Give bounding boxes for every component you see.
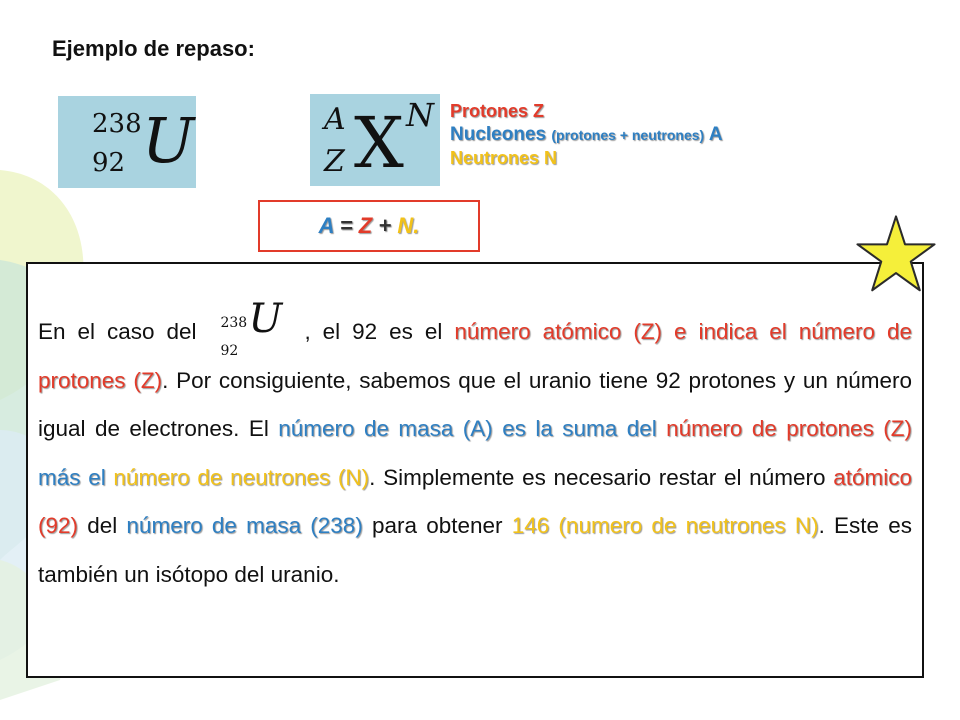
highlight-plus: más el — [38, 464, 106, 490]
page-title: Ejemplo de repaso: — [52, 36, 255, 61]
notation-n: N — [406, 96, 434, 134]
text-segment: En el caso del — [38, 319, 197, 344]
text-segment: . Simplemente es necesario restar el número — [369, 464, 826, 490]
formula-dot: . — [413, 213, 420, 238]
notation-z: Z — [324, 144, 345, 179]
inline-element-symbol: U — [248, 296, 283, 343]
highlight-neutrons-146: 146 (numero de neutrones N) — [511, 513, 819, 538]
legend-nucleons-detail: (protones + neutrones) — [551, 127, 705, 143]
highlight-neutrons: número de neutrones (N) — [113, 464, 370, 490]
notation-x: X — [354, 102, 404, 184]
legend-protons: Protones Z — [450, 101, 545, 121]
formula-z: Z — [358, 213, 373, 238]
highlight-mass-number: número de masa (A) es la suma del — [278, 416, 657, 441]
inline-atomic-number: 92 — [220, 343, 239, 360]
atomic-number: 92 — [92, 148, 126, 178]
formula-plus: + — [378, 213, 392, 238]
general-notation-box — [310, 94, 440, 186]
legend-nucleons-word: Nucleones — [450, 124, 547, 145]
legend-neutrons: Neutrones N — [450, 148, 558, 168]
text-segment: , el 92 es el — [304, 319, 443, 344]
text-segment: del — [87, 513, 118, 538]
highlight-atomic-number: número atómico (Z) e indica el número de protones (Z) — [38, 319, 912, 393]
mass-number: 238 — [92, 109, 142, 139]
highlight-atomic-92: atómico (92) — [38, 464, 912, 538]
highlight-protons: número de protones (Z) — [666, 416, 912, 441]
explanation-box — [26, 262, 924, 678]
inline-mass-number: 238 — [220, 315, 248, 332]
notation-legend — [450, 100, 723, 170]
highlight-mass-238: número de masa (238) — [126, 513, 363, 538]
element-symbol: U — [142, 104, 195, 177]
text-segment: . Este es también un isótopo del uranio. — [38, 513, 912, 587]
formula-a: A — [318, 213, 334, 238]
formula-n: N — [397, 213, 414, 238]
text-segment: . Por consiguiente, sabemos que el uranio tiene 92 protones y un número igual de electrones. El — [38, 367, 912, 441]
explanation-paragraph — [38, 296, 912, 599]
notation-a: A — [324, 102, 346, 137]
text-segment: para obtener — [372, 513, 503, 538]
inline-uranium-notation — [208, 296, 304, 360]
uranium-notation-box — [58, 96, 196, 188]
formula-box — [258, 200, 480, 252]
star-icon — [855, 214, 937, 296]
legend-nucleons — [450, 123, 723, 147]
formula-equals: = — [339, 213, 353, 238]
legend-nucleons-letter: A — [708, 124, 723, 145]
